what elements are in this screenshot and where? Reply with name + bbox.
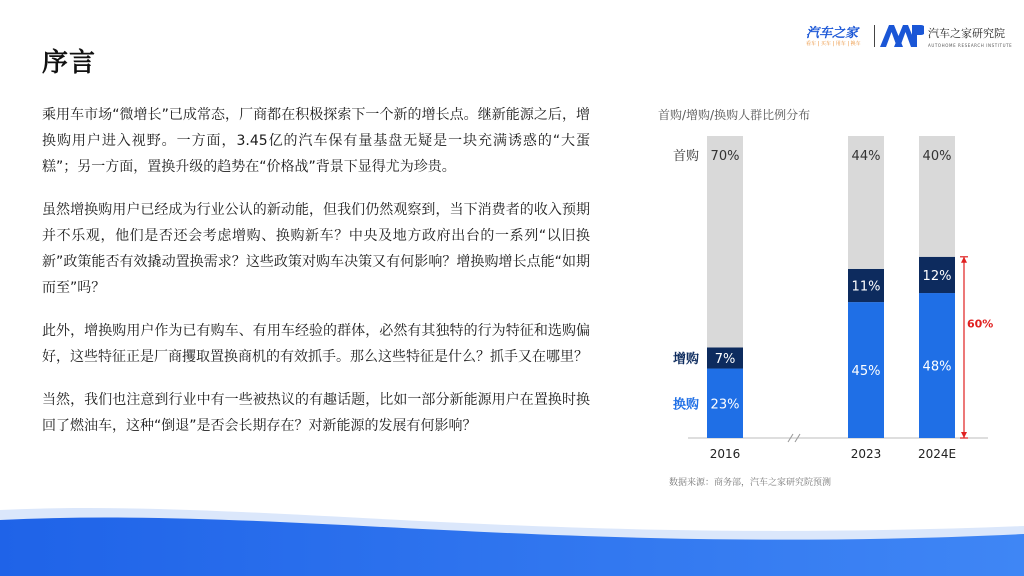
logo-tagline: 看车 | 买车 | 用车 | 换车: [806, 41, 861, 47]
paragraph: 乘用车市场“微增长”已成常态，厂商都在积极探索下一个新的增长点。继新能源之后，增换购用户进入视野。一方面，3.45亿的汽车保有量基盘无疑是一块充满诱惑的“大蛋糕”；另一方面，置换升级的趋势在“价格战”背景下显得尤为珍贵。: [42, 107, 590, 175]
paragraph: 当然，我们也注意到行业中有一些被热议的有趣话题，比如一部分新能源用户在置换时换回了燃油车，这种“倒退”是否会长期存在？对新能源的发展有何影响？: [42, 392, 590, 434]
x-tick-label: 2023: [850, 447, 882, 461]
autohome-logo: [806, 22, 870, 52]
logo: [806, 22, 1016, 52]
research-institute-logo-icon: [880, 25, 924, 47]
series-label: 增购: [672, 351, 699, 367]
paragraph: 此外，增换购用户作为已有购车、有用车经验的群体，必然有其独特的行为特征和选购偏好，这些特征正是厂商攫取置换商机的有效抓手。那么这些特征是什么？抓手又在哪里？: [42, 323, 590, 365]
annotation-arrow: [961, 432, 967, 438]
data-label: 45%: [851, 364, 881, 380]
institute-name-cn: 汽车之家研究院: [928, 27, 1005, 40]
paragraph: 虽然增换购用户已经成为行业公认的新动能，但我们仍然观察到，当下消费者的收入预期并不乐观，他们是否还会考虑增购、换购新车？中央及地方政府出台的一系列“以旧换新”政策能否有效撬动置换需求？这些政策对购车决策又有何影响？增换购增长点能“如期而至”吗？: [42, 202, 590, 296]
series-label: 换购: [672, 397, 699, 413]
annotation-label: 60%: [967, 317, 994, 331]
data-label: 70%: [710, 149, 740, 164]
page-title: 序言: [42, 48, 97, 78]
data-label: 44%: [851, 149, 881, 164]
annotation-arrow: [961, 257, 967, 263]
x-tick-label: 2016: [709, 447, 741, 461]
bar-segment: [707, 136, 743, 347]
data-label: 11%: [851, 279, 881, 295]
institute-name: [928, 25, 1012, 48]
chart-title: 首购/增购/换购人群比例分布: [658, 108, 811, 122]
data-label: 23%: [710, 397, 740, 413]
x-tick-label: 2024E: [917, 447, 957, 461]
data-label: 7%: [714, 351, 736, 367]
chart-source: 数据来源：商务部，汽车之家研究院预测: [669, 478, 832, 488]
logo-divider: [874, 25, 875, 47]
institute-name-en: AUTOHOME RESEARCH INSTITUTE: [928, 43, 1013, 48]
stacked-bar-chart: [648, 122, 1008, 462]
data-label: 40%: [922, 149, 952, 164]
body-text: [42, 102, 590, 456]
data-label: 48%: [922, 359, 952, 375]
data-label: 12%: [922, 268, 952, 284]
footer-wave-decoration: [0, 488, 1024, 576]
series-label: 首购: [672, 149, 699, 164]
logo-brand: 汽车之家: [806, 26, 859, 41]
